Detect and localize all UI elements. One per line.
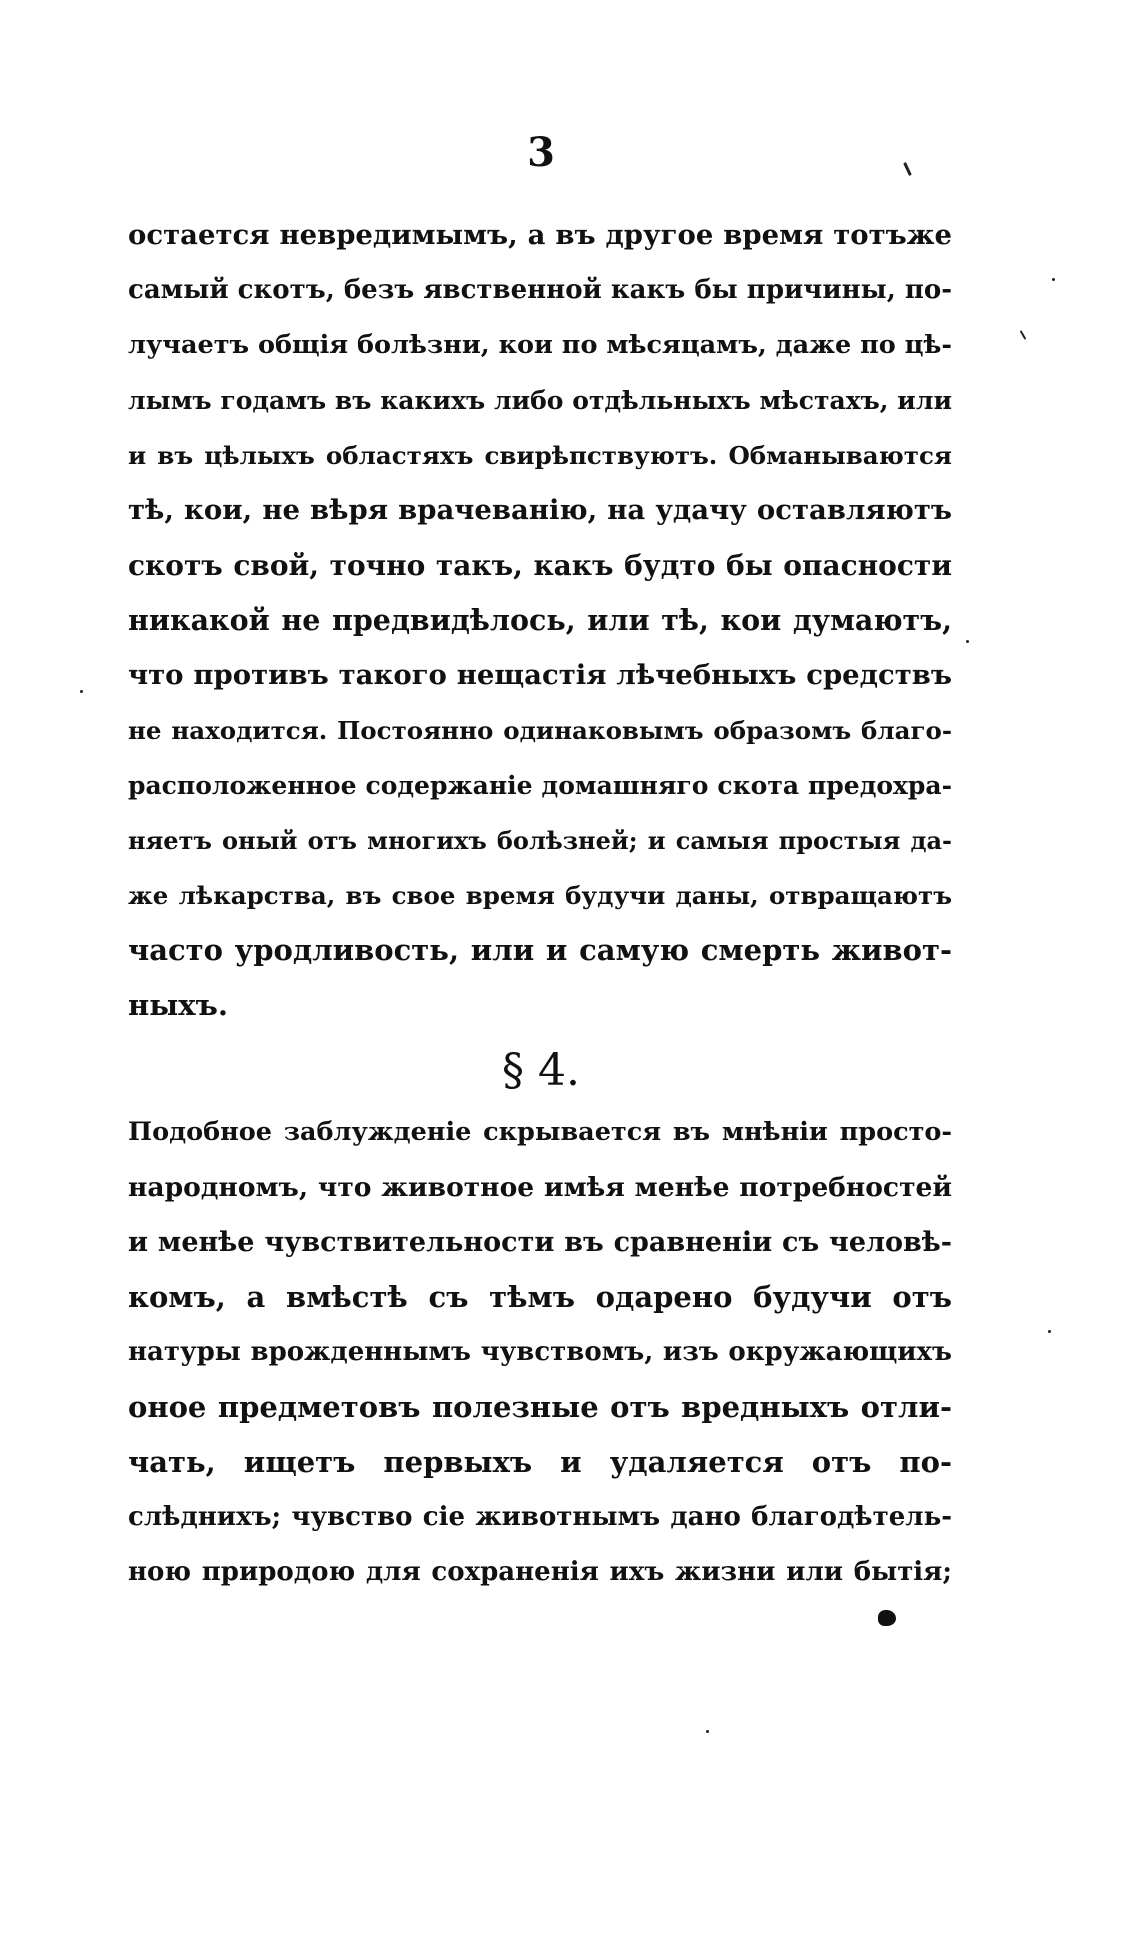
text-line: скотъ свой, точно такъ, какъ будто бы опасности [128, 549, 952, 582]
paragraph-1 [128, 208, 952, 1033]
text-line: натуры врожденнымъ чувствомъ, изъ окружающихъ [128, 1337, 952, 1367]
text-line: самый скотъ, безъ явственной какъ бы причины, по- [128, 275, 952, 305]
text-line: же лѣкарства, въ свое время будучи даны, отвращаютъ [128, 881, 952, 910]
text-line: никакой не предвидѣлось, или тѣ, кои думаютъ, [128, 603, 952, 637]
text-line: и въ цѣлыхъ областяхъ свирѣпствуютъ. Обманываются [128, 441, 952, 470]
ink-blot [878, 1610, 896, 1626]
text-line: расположенное содержаніе домашняго скота предохра- [128, 771, 952, 800]
text-line: народномъ, что животное имѣя менѣе потребностей [128, 1172, 952, 1203]
text-line: остается невредимымъ, а въ другое время тотъже [128, 219, 952, 251]
paragraph-2 [128, 1105, 952, 1600]
scan-speck [80, 690, 83, 693]
text-line: часто уродливость, или и самую смерть живот- [128, 933, 952, 967]
text-line: лучаетъ общія болѣзни, кои по мѣсяцамъ, даже по цѣ- [128, 330, 952, 360]
text-line: оное предметовъ полезные отъ вредныхъ отли- [128, 1390, 952, 1424]
page-number: 3 [527, 129, 555, 176]
text-line: чать, ищетъ первыхъ и удаляется отъ по- [128, 1445, 952, 1479]
text-line: тѣ, кои, не вѣря врачеванію, на удачу оставляютъ [128, 494, 952, 526]
text-line: и менѣе чувствительности въ сравненіи съ человѣ- [128, 1227, 952, 1258]
text-line: комъ, а вмѣстѣ съ тѣмъ одарено будучи отъ [128, 1280, 952, 1314]
text-line: няетъ оный отъ многихъ болѣзней; и самыя простыя да- [128, 826, 952, 855]
scan-speck [1048, 1330, 1051, 1333]
scan-speck [966, 640, 969, 643]
text-line: что противъ такого нещастія лѣчебныхъ средствъ [128, 659, 952, 691]
text-line: ною природою для сохраненія ихъ жизни или бытія; [128, 1557, 952, 1587]
scan-speck [1020, 330, 1027, 340]
scan-speck [706, 1730, 709, 1733]
text-line: слѣднихъ; чувство сіе животнымъ дано благодѣтель- [128, 1502, 952, 1532]
section-heading: § 4. [502, 1045, 580, 1096]
text-line: ныхъ. [128, 988, 228, 1022]
scan-speck [1052, 278, 1055, 281]
text-line: не находится. Постоянно одинаковымъ образомъ благо- [128, 716, 952, 745]
text-line: Подобное заблужденіе скрывается въ мнѣніи просто- [128, 1117, 952, 1147]
text-line: лымъ годамъ въ какихъ либо отдѣльныхъ мѣстахъ, или [128, 386, 952, 415]
